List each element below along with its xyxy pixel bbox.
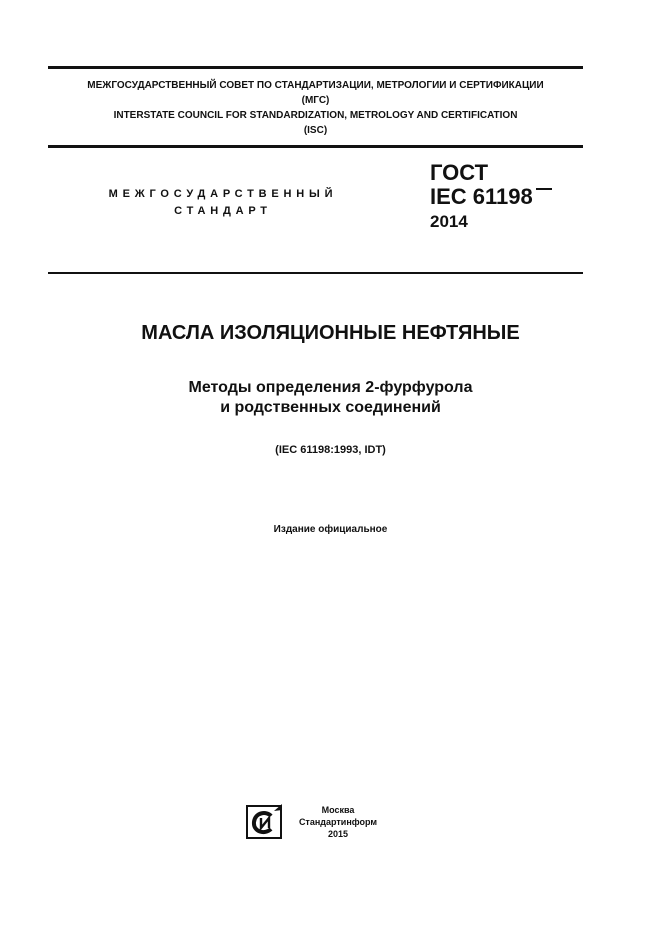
title-divider (48, 272, 583, 274)
subtitle-line1: Методы определения 2-фурфурола (188, 379, 473, 396)
designation-gost: ГОСТ (430, 160, 489, 185)
publisher-name: Стандартинформ (298, 817, 378, 827)
standartinform-logo-icon (246, 804, 284, 840)
council-header (48, 78, 583, 138)
document-title: МАСЛА ИЗОЛЯЦИОННЫЕ НЕФТЯНЫЕ (141, 322, 520, 344)
subtitle-line2: и родственных соединений (220, 399, 441, 416)
designation-number: IEC 61198 (430, 184, 533, 209)
publisher-year: 2015 (327, 829, 349, 839)
top-divider (48, 66, 583, 69)
header-divider (48, 145, 583, 148)
council-abbr-en: (ISC) (303, 125, 328, 136)
publisher-city: Москва (321, 805, 355, 815)
document-subtitle (0, 378, 661, 418)
council-name-en: INTERSTATE COUNCIL FOR STANDARDIZATION, METROLOGY AND CERTIFICATION (113, 110, 518, 121)
designation-number-row (430, 185, 552, 209)
standard-type-line2: СТАНДАРТ (174, 205, 272, 217)
standard-type (78, 186, 368, 220)
publisher-info (290, 804, 386, 840)
iec-reference: (IEC 61198:1993, IDT) (275, 444, 386, 456)
council-name-ru: МЕЖГОСУДАРСТВЕННЫЙ СОВЕТ ПО СТАНДАРТИЗАЦИИ, МЕТРОЛОГИИ И СЕРТИФИКАЦИИ (87, 80, 544, 91)
edition-note: Издание официальное (273, 524, 388, 535)
standard-type-line1: МЕЖГОСУДАРСТВЕННЫЙ (108, 188, 338, 200)
standard-designation (430, 160, 552, 233)
designation-year: 2014 (430, 212, 468, 231)
council-abbr-ru: (МГС) (301, 95, 330, 106)
designation-dash (536, 188, 552, 190)
